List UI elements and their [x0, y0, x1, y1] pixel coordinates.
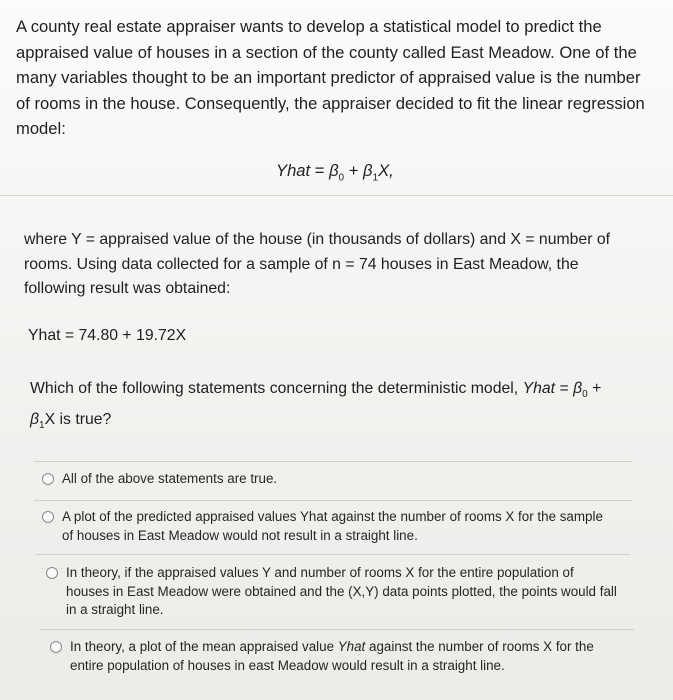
radio-button[interactable] — [42, 511, 54, 523]
variable-definition-paragraph: where Y = appraised value of the house (in thousands of dollars) and X = number of rooms. Using data collected for a sample of n = 74 houses in East Meadow, the following result was obtained: — [24, 231, 611, 297]
question-prefix: Which of the following statements concerning the deterministic model, — [30, 380, 523, 397]
question-prompt — [30, 377, 630, 438]
model-beta1-subscript: 1 — [372, 172, 379, 184]
option-label: In theory, if the appraised values Y and number of rooms X for the entire population of houses in East Meadow were obtained and the (X,Y) data points plotted, the points would fall in a straight line. — [66, 565, 617, 617]
option-label — [70, 638, 610, 675]
option-divider — [34, 500, 632, 501]
question-beta0-subscript: 0 — [582, 389, 588, 401]
radio-button[interactable] — [42, 473, 54, 485]
section-divider — [0, 195, 673, 196]
option-label: A plot of the predicted appraised values Yhat against the number of rooms X for the sample of houses in East Meadow would not result in a straight line. — [62, 509, 603, 543]
regression-model-formula — [276, 161, 394, 183]
question-plus: + — [587, 380, 602, 397]
model-yhat: Yhat — [276, 161, 311, 180]
model-plus: + — [344, 161, 364, 180]
question-yhat: Yhat — [522, 380, 556, 397]
option-divider — [40, 629, 634, 630]
intro-paragraph: A county real estate appraiser wants to develop a statistical model to predict the appraised value of houses in a section of the county called East Meadow. One of the many variables thought to be an important predictor of appraised value is the number of rooms in the house. Consequently, the appraiser decided to fit the linear regression model: — [16, 17, 645, 138]
fitted-equation: Yhat = 74.80 + 19.72X — [28, 327, 187, 344]
model-beta0-subscript: 0 — [338, 172, 345, 184]
model-beta1: β — [363, 161, 373, 180]
answer-option[interactable] — [50, 638, 610, 675]
option-suffix: against the number of rooms X for the entire population of houses in east Meadow would result in a straight line. — [70, 639, 594, 673]
answer-option[interactable] — [42, 470, 602, 489]
option-prefix: In theory, a plot of the mean appraised value — [70, 639, 338, 654]
question-beta1-subscript: 1 — [39, 419, 45, 431]
model-beta0: β — [329, 161, 339, 180]
option-label: All of the above statements are true. — [62, 471, 278, 486]
answer-option[interactable] — [42, 508, 614, 545]
question-suffix: X is true? — [44, 410, 112, 428]
answer-option[interactable] — [46, 564, 620, 620]
option-divider — [34, 461, 632, 462]
question-beta1: β — [30, 410, 40, 428]
model-x: X, — [378, 161, 394, 180]
radio-button[interactable] — [46, 567, 58, 579]
model-equals: = — [310, 161, 330, 180]
question-equals: = — [555, 380, 574, 397]
option-yhat: Yhat — [337, 639, 366, 654]
option-divider — [36, 554, 630, 555]
radio-button[interactable] — [50, 641, 62, 653]
question-beta0: β — [573, 380, 583, 397]
